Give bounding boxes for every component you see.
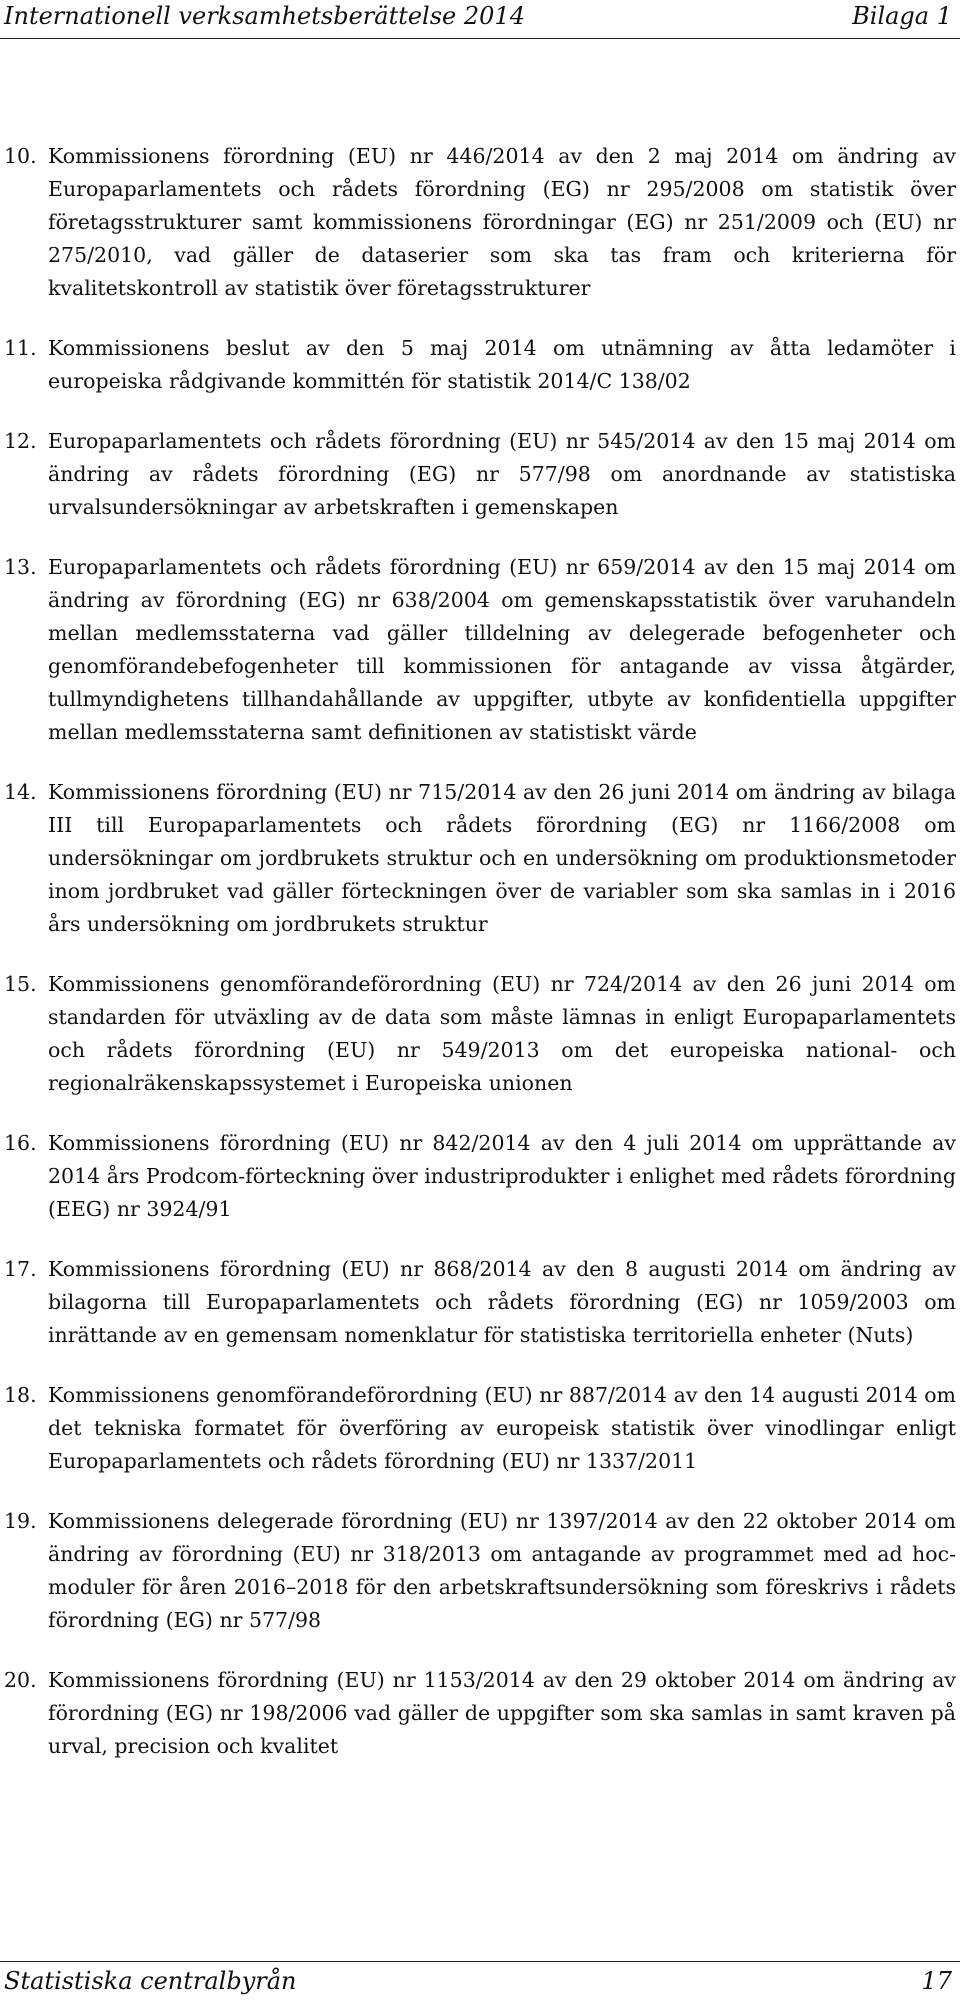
document-title: Internationell verksamhetsberättelse 2014 bbox=[4, 2, 525, 30]
item-text: Kommissionens genomförandeförordning (EU) nr 724/2014 av den 26 juni 2014 om standarden för utväxling av de data som måste lämnas in enligt Europaparlamentets och rådets förordning (EU) nr 549/2013 om det europeiska national- och regionalräkenskapssystemet i Europeiska unionen bbox=[48, 972, 956, 1095]
page-number: 17 bbox=[921, 1967, 952, 1995]
list-item bbox=[4, 1505, 956, 1637]
list-item bbox=[4, 968, 956, 1100]
list-item bbox=[4, 332, 956, 398]
item-text: Kommissionens förordning (EU) nr 868/2014 av den 8 augusti 2014 om ändring av bilagorna till Europaparlamentets och rådets förordning (EG) nr 1059/2003 om inrättande av en gemensam nomenklatur för statistiska territoriella enheter (Nuts) bbox=[48, 1257, 956, 1347]
item-text: Kommissionens förordning (EU) nr 1153/2014 av den 29 oktober 2014 om ändring av förordning (EG) nr 198/2006 vad gäller de uppgifter som ska samlas in samt kraven på urval, precision och kvalitet bbox=[48, 1668, 956, 1758]
item-number: 19. bbox=[4, 1509, 37, 1533]
item-text: Kommissionens genomförandeförordning (EU) nr 887/2014 av den 14 augusti 2014 om det tekniska formatet för överföring av europeisk statistik över vinodlingar enligt Europaparlamentets och rådets förordning (EU) nr 1337/2011 bbox=[48, 1383, 956, 1473]
publisher-name: Statistiska centralbyrån bbox=[4, 1967, 297, 1995]
item-number: 10. bbox=[4, 144, 37, 168]
item-text: Europaparlamentets och rådets förordning (EU) nr 659/2014 av den 15 maj 2014 om ändring av förordning (EG) nr 638/2004 om gemenskapsstatistik över varuhandeln mellan medlemsstaterna vad gäller tilldelning av delegerade befogenheter och genomförandebefogenheter till kommissionen för antagande av vissa åtgärder, tullmyndighetens tillhandahållande av uppgifter, utbyte av konfidentiella uppgifter mellan medlemsstaterna samt definitionen av statistiskt värde bbox=[48, 555, 956, 744]
item-number: 15. bbox=[4, 972, 37, 996]
regulation-list bbox=[4, 140, 956, 1790]
item-number: 14. bbox=[4, 780, 37, 804]
item-number: 18. bbox=[4, 1383, 37, 1407]
item-number: 12. bbox=[4, 429, 37, 453]
item-number: 11. bbox=[4, 336, 37, 360]
list-item bbox=[4, 1253, 956, 1352]
item-text: Kommissionens beslut av den 5 maj 2014 om utnämning av åtta ledamöter i europeiska rådgivande kommittén för statistik 2014/C 138/02 bbox=[48, 336, 956, 393]
list-item bbox=[4, 551, 956, 749]
list-item bbox=[4, 1127, 956, 1226]
appendix-label: Bilaga 1 bbox=[852, 2, 952, 30]
list-item bbox=[4, 1664, 956, 1763]
list-item bbox=[4, 425, 956, 524]
item-number: 16. bbox=[4, 1131, 37, 1155]
item-text: Europaparlamentets och rådets förordning (EU) nr 545/2014 av den 15 maj 2014 om ändring av rådets förordning (EG) nr 577/98 om anordnande av statistiska urvalsundersökningar av arbetskraften i gemenskapen bbox=[48, 429, 956, 519]
item-text: Kommissionens förordning (EU) nr 446/2014 av den 2 maj 2014 om ändring av Europaparlamentets och rådets förordning (EG) nr 295/2008 om statistik över företagsstrukturer samt kommissionens förordningar (EG) nr 251/2009 och (EU) nr 275/2010, vad gäller de dataserier som ska tas fram och kriterierna för kvalitetskontroll av statistik över företagsstrukturer bbox=[48, 144, 956, 300]
item-number: 20. bbox=[4, 1668, 37, 1692]
item-text: Kommissionens förordning (EU) nr 715/2014 av den 26 juni 2014 om ändring av bilaga III till Europaparlamentets och rådets förordning (EG) nr 1166/2008 om undersökningar om jordbrukets struktur och en undersökning om produktionsmetoder inom jordbruket vad gäller förteckningen över de variabler som ska samlas in i 2016 års undersökning om jordbrukets struktur bbox=[48, 780, 956, 936]
item-number: 17. bbox=[4, 1257, 37, 1281]
item-text: Kommissionens förordning (EU) nr 842/2014 av den 4 juli 2014 om upprättande av 2014 års Prodcom-förteckning över industriprodukter i enlighet med rådets förordning (EEG) nr 3924/91 bbox=[48, 1131, 956, 1221]
list-item bbox=[4, 140, 956, 305]
header-divider bbox=[0, 38, 960, 39]
list-item bbox=[4, 1379, 956, 1478]
item-number: 13. bbox=[4, 555, 37, 579]
page-header bbox=[0, 0, 960, 40]
item-text: Kommissionens delegerade förordning (EU) nr 1397/2014 av den 22 oktober 2014 om ändring av förordning (EU) nr 318/2013 om antagande av programmet med ad hoc-moduler för åren 2016–2018 för den arbetskraftsundersökning som föreskrivs i rådets förordning (EG) nr 577/98 bbox=[48, 1509, 956, 1632]
footer-divider bbox=[0, 1961, 960, 1962]
page-footer bbox=[0, 1961, 960, 2005]
list-item bbox=[4, 776, 956, 941]
